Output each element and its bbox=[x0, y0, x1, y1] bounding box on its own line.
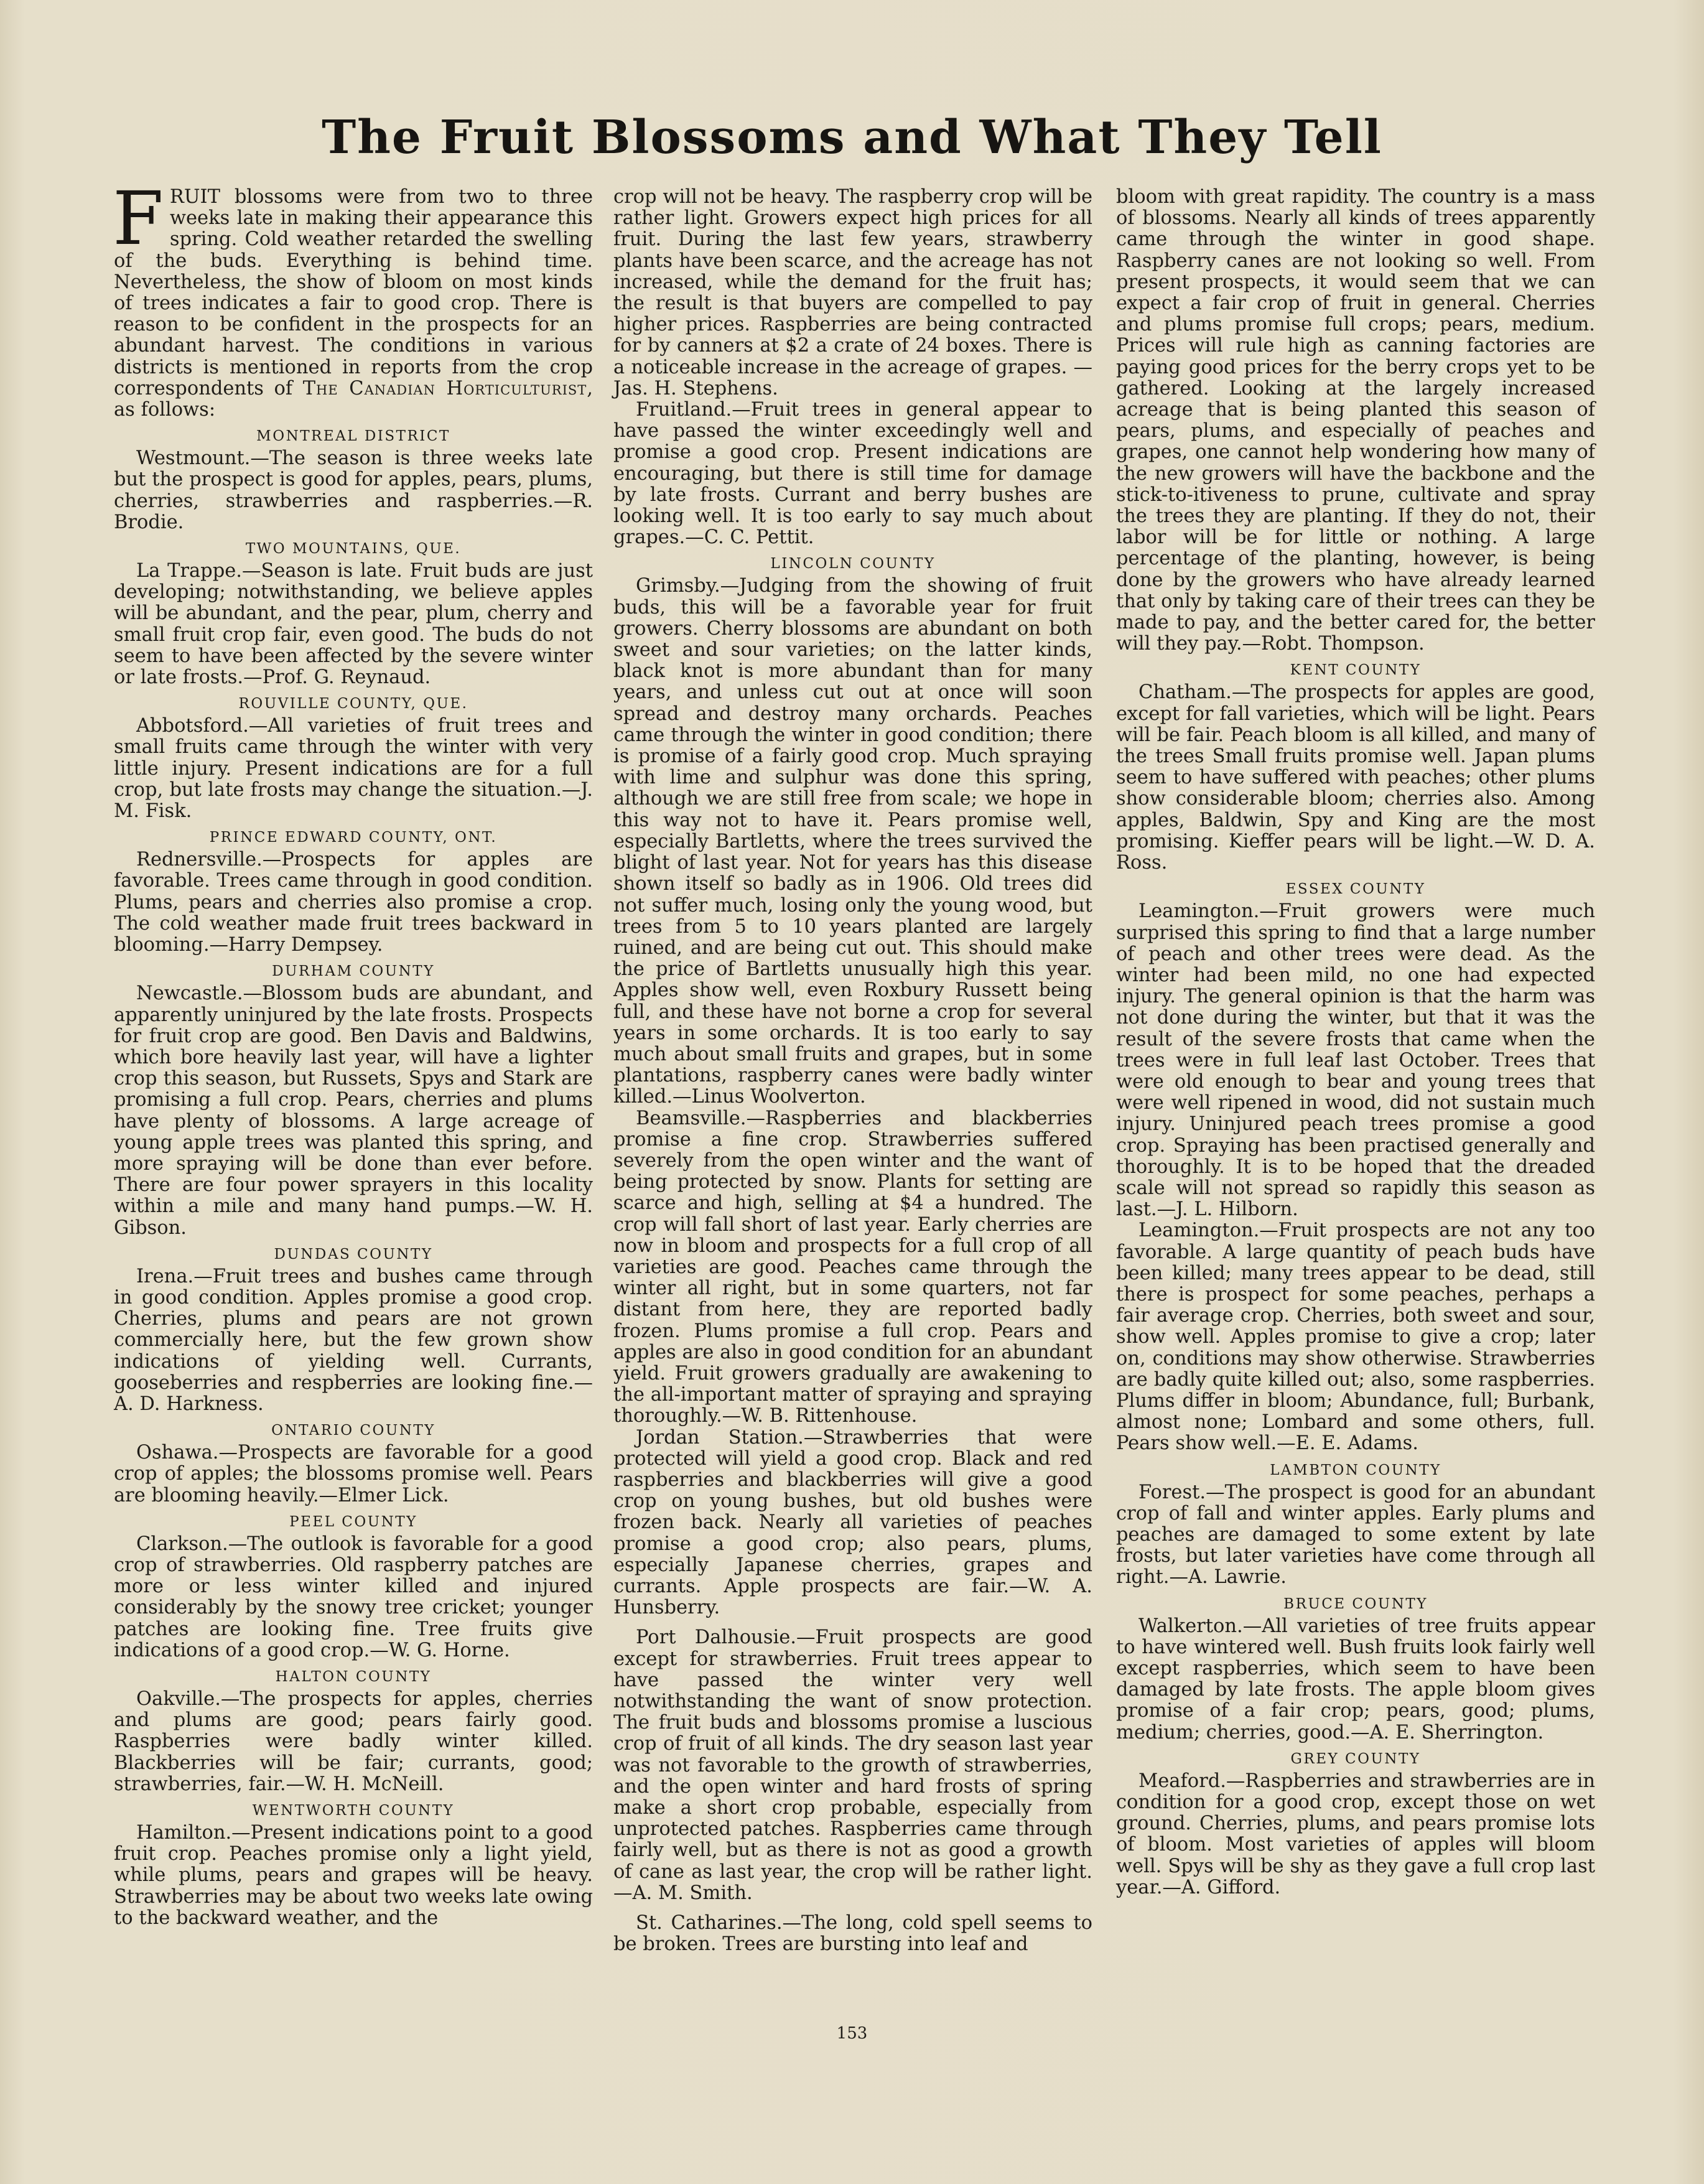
report-paragraph: Abbotsford.—All varieties of fruit trees and small fruits came through the winter with very little injury. Present indications are for a full crop, but late frosts may change the situation.—J. M. Fisk. bbox=[114, 715, 593, 823]
paragraph-gap bbox=[613, 1904, 1092, 1913]
article-title: The Fruit Blossoms and What They Tell bbox=[322, 111, 1382, 164]
report-paragraph: Leamington.—Fruit growers were much surprised this spring to find that a large number of peach and other trees were dead. As the winter had been mild, no one had expected injury. The general opinion is that the harm was not done during the winter, but that it was the result of the severe frosts that came when the trees were in full leaf last October. Trees that were old enough to bear and young trees that were well ripened in wood, did not sustain much injury. Uninjured peach trees promise a good crop. Spraying has been practised generally and thoroughly. It is to be hoped that the dreaded scale will not spread so rapidly this season as last.—J. L. Hilborn. bbox=[1116, 900, 1595, 1221]
drop-cap: F bbox=[113, 175, 164, 261]
report-paragraph: Newcastle.—Blossom buds are abundant, and apparently uninjured by the late frosts. Prospects for fruit crop are good. Ben Davis and Baldwins, which bore heavily last year, will have a lighter crop this season, but Russets, Spys and Stark are promising a full crop. Pears, cherries and plums have plenty of blossoms. A large acreage of young apple trees was planted this spring, and more spraying will be done than ever before. There are four power sprayers in this locality within a mile and many hand pumps.—W. H. Gibson. bbox=[114, 982, 593, 1239]
page-number: 153 bbox=[836, 2024, 868, 2043]
report-paragraph: St. Catharines.—The long, cold spell seems to be broken. Trees are bursting into leaf and bbox=[613, 1912, 1092, 1956]
intro-text-end: , as follows: bbox=[114, 377, 593, 421]
district-heading: MONTREAL DISTRICT bbox=[256, 428, 450, 445]
report-paragraph: Grimsby.—Judging from the showing of fruit buds, this will be a favorable year for fruit growers. Cherry blossoms are abundant on both sweet and sour varieties; on the latter kinds, black knot is more abundant than for many years, and unless cut out at once will soon spread and destroy many orchards. Peaches came through the winter in good condition; there is promise of a fairly good crop. Much spraying with lime and sulphur was done this spring, although we are still free from scale; we hope in this way not to have it. Pears promise well, especially Bartletts, where the trees survived the blight of last year. Not for years has this disease shown itself so badly as in 1906. Old trees did not suffer much, losing only the young wood, but trees from 5 to 10 years planted are largely ruined, and are being cut out. This should make the price of Bartletts unusually high this year. Apples show well, even Roxbury Russett being full, and these have not borne a crop for several years in some orchards. It is too early to say much about small fruits and grapes, but in some plantations, raspberry canes were badly winter killed.—Linus Woolverton. bbox=[613, 575, 1092, 1108]
report-paragraph: Oshawa.—Prospects are favorable for a good crop of apples; the blossoms promise well. Pears are blooming heavily.—Elmer Lick. bbox=[114, 1442, 593, 1506]
report-paragraph: Port Dalhousie.—Fruit prospects are good except for strawberries. Fruit trees appear to have passed the winter very well notwithstanding the want of snow protection. The fruit buds and blossoms promise a luscious crop of fruit of all kinds. The dry season last year was not favorable to the growth of strawberries, and the open winter and hard frosts of spring make a short crop probable, especially from unprotected patches. Raspberries came through fairly well, but as there is not as good a growth of cane as last year, the crop will be rather light.—A. M. Smith. bbox=[613, 1626, 1092, 1904]
report-paragraph: Hamilton.—Present indications point to a good fruit crop. Peaches promise only a light yield, while plums, pears and grapes will be heavy. Strawberries may be about two weeks late owing to the backward weather, and the bbox=[114, 1822, 593, 1929]
column-3 bbox=[1116, 187, 1595, 1898]
district-heading: ESSEX COUNTY bbox=[1285, 881, 1426, 898]
column-3-body bbox=[1116, 187, 1595, 1898]
district-heading: DURHAM COUNTY bbox=[272, 963, 435, 980]
district-heading: DUNDAS COUNTY bbox=[274, 1246, 433, 1262]
report-paragraph: Clarkson.—The outlook is favorable for a good crop of strawberries. Old raspberry patches are more or less winter killed and injured considerably by the snowy tree cricket; younger patches are looking fine. Tree fruits give indications of a good crop.—W. G. Horne. bbox=[114, 1533, 593, 1661]
district-heading: LAMBTON COUNTY bbox=[1270, 1462, 1441, 1478]
district-heading: BRUCE COUNTY bbox=[1283, 1595, 1428, 1612]
report-paragraph: bloom with great rapidity. The country is a mass of blossoms. Nearly all kinds of trees apparently came through the winter in good shape. Raspberry canes are not looking so well. From present prospects, it would seem that we can expect a fair crop of fruit in general. Cherries and plums promise full crops; pears, medium. Prices will rule high as canning factories are paying good prices for the berry crops yet to be gathered. Looking at the largely increased acreage that is being planted this season of pears, plums, and especially of peaches and grapes, one cannot help wondering how many of the new growers will have the backbone and the stick-to-itiveness to prune, cultivate and spray the trees they are planting. If they do not, their labor will be for little or nothing. A large percentage of the planting, however, is being done by the growers who have already learned that only by taking care of their trees can they be made to pay, and the better cared for, the better will they pay.—Robt. Thompson. bbox=[1116, 186, 1595, 655]
report-paragraph: Walkerton.—All varieties of tree fruits appear to have wintered well. Bush fruits look fairly well except raspberries, which seem to have been damaged by late frosts. The apple bloom gives promise of a fair crop; pears, good; plums, medium; cherries, good.—A. E. Sherrington. bbox=[1116, 1615, 1595, 1743]
district-heading: GREY COUNTY bbox=[1290, 1750, 1421, 1767]
report-paragraph: Jordan Station.—Strawberries that were protected will yield a good crop. Black and red raspberries and blackberries will give a good crop on young bushes, but old bushes were frozen back. Nearly all varieties of peaches promise a good crop; also pears, plums, especially Japanese cherries, grapes and currants. Apple prospects are fair.—W. A. Hunsberry. bbox=[613, 1426, 1092, 1619]
district-heading: TWO MOUNTAINS, QUE. bbox=[245, 541, 462, 558]
report-paragraph: Beamsville.—Raspberries and blackberries promise a fine crop. Strawberries suffered severely from the open winter and the want of being protected by snow. Plants for setting are scarce and high, selling at $4 a hundred. The crop will fall short of last year. Early cherries are now in bloom and prospects for a full crop of all varieties are good. Peaches came through the winter all right, but in some quarters, not far distant from here, they are reported badly frozen. Plums promise a full crop. Pears and apples are also in good condition for an abundant yield. Fruit growers gradually are awakening to the all-important matter of spraying and spraying thoroughly.—W. B. Rittenhouse. bbox=[613, 1107, 1092, 1427]
intro-paragraph bbox=[113, 175, 593, 421]
report-paragraph: Rednersville.—Prospects for apples are favorable. Trees came through in good condition. Plums, pears and cherries also promise a crop. The cold weather made fruit trees backward in blooming.—Harry Dempsey. bbox=[114, 849, 593, 956]
district-heading: LINCOLN COUNTY bbox=[770, 556, 936, 572]
report-paragraph: Meaford.—Raspberries and strawberries are in condition for a good crop, except those on wet ground. Cherries, plums, and pears promise lots of bloom. Most varieties of apples will bloom well. Spys will be shy as they gave a full crop last year.—A. Gifford. bbox=[1116, 1770, 1595, 1898]
column-1 bbox=[113, 175, 593, 1929]
report-paragraph: Irena.—Fruit trees and bushes came through in good condition. Apples promise a good crop. Cherries, plums and pears are not grown commercially here, but the few grown show indications of yielding well. Currants, gooseberries and respberries are looking fine.—A. D. Harkness. bbox=[114, 1265, 593, 1415]
report-paragraph: Leamington.—Fruit prospects are not any too favorable. A large quantity of peach buds have been killed; many trees appear to be dead, still there is prospect for some peaches, perhaps a fair average crop. Cherries, both sweet and sour, show well. Apples promise to give a crop; later on, conditions may show otherwise. Strawberries are badly quite killed out; also, some raspberries. Plums differ in bloom; Abundance, full; Burbank, almost none; Lombard and some others, full. Pears show well.—E. E. Adams. bbox=[1116, 1220, 1595, 1455]
report-paragraph: La Trappe.—Season is late. Fruit buds are just developing; notwithstanding, we believe apples will be abundant, and the pear, plum, cherry and small fruit crop fair, even good. The buds do not seem to have been affected by the severe winter or late frosts.—Prof. G. Reynaud. bbox=[114, 560, 593, 689]
publication-name: The Canadian Horticulturist bbox=[302, 377, 587, 399]
report-paragraph: Westmount.—The season is three weeks late but the prospect is good for apples, pears, plums, cherries, strawberries and raspberries.—R. Brodie. bbox=[114, 447, 593, 533]
district-heading: PRINCE EDWARD COUNTY, ONT. bbox=[209, 829, 498, 846]
column-2-body bbox=[613, 187, 1092, 1955]
district-heading: ROUVILLE COUNTY, QUE. bbox=[238, 696, 468, 712]
paragraph-gap bbox=[613, 1618, 1092, 1627]
district-heading: KENT COUNTY bbox=[1290, 662, 1422, 679]
district-heading: HALTON COUNTY bbox=[275, 1668, 432, 1685]
column-1-body bbox=[114, 427, 593, 1929]
report-paragraph: Oakville.—The prospects for apples, cherries and plums are good; pears fairly good. Raspberries were badly winter killed. Blackberries will be fair; currants, good; strawberries, fair.—W. H. McNeill. bbox=[114, 1687, 593, 1795]
district-heading: WENTWORTH COUNTY bbox=[252, 1803, 455, 1819]
column-2 bbox=[613, 187, 1092, 1955]
report-paragraph: Chatham.—The prospects for apples are good, except for fall varieties, which will be light. Pears will be fair. Peach bloom is all killed, and many of the trees Small fruits promise well. Japan plums seem to have suffered with peaches; other plums show considerable bloom; cherries also. Among apples, Baldwin, Spy and King are the most promising. Kieffer pears will be light.—W. D. A. Ross. bbox=[1116, 681, 1595, 874]
intro-text-start: RUIT blossoms were from two to three weeks late in making their appearance this spring. Cold weather retarded the swelling of the buds. Everything is behind time. Nevertheless, the show of bloom on most kinds of trees indicates a fair to good crop. There is reason to be confident in the prospects for an abundant harvest. The conditions in various districts is mentioned in reports from the crop correspondents of bbox=[114, 186, 593, 399]
district-heading: PEEL COUNTY bbox=[289, 1513, 417, 1530]
report-paragraph: Forest.—The prospect is good for an abundant crop of fall and winter apples. Early plums and peaches are damaged to some extent by late frosts, but later varieties have come through all right.—A. Lawrie. bbox=[1116, 1481, 1595, 1589]
district-heading: ONTARIO COUNTY bbox=[271, 1422, 435, 1439]
report-paragraph: crop will not be heavy. The raspberry crop will be rather light. Growers expect high prices for all fruit. During the last few years, strawberry plants have been scarce, and the acreage has not increased, while the demand for the fruit has; the result is that buyers are compelled to pay higher prices. Raspberries are being contracted for by canners at $2 a crate of 24 boxes. There is a noticeable increase in the acreage of grapes. — Jas. H. Stephens. bbox=[613, 186, 1092, 399]
report-paragraph: Fruitland.—Fruit trees in general appear to have passed the winter exceedingly well and promise a good crop. Present indications are encouraging, but there is still time for damage by late frosts. Currant and berry bushes are looking well. It is too early to say much about grapes.—C. C. Pettit. bbox=[613, 399, 1092, 549]
